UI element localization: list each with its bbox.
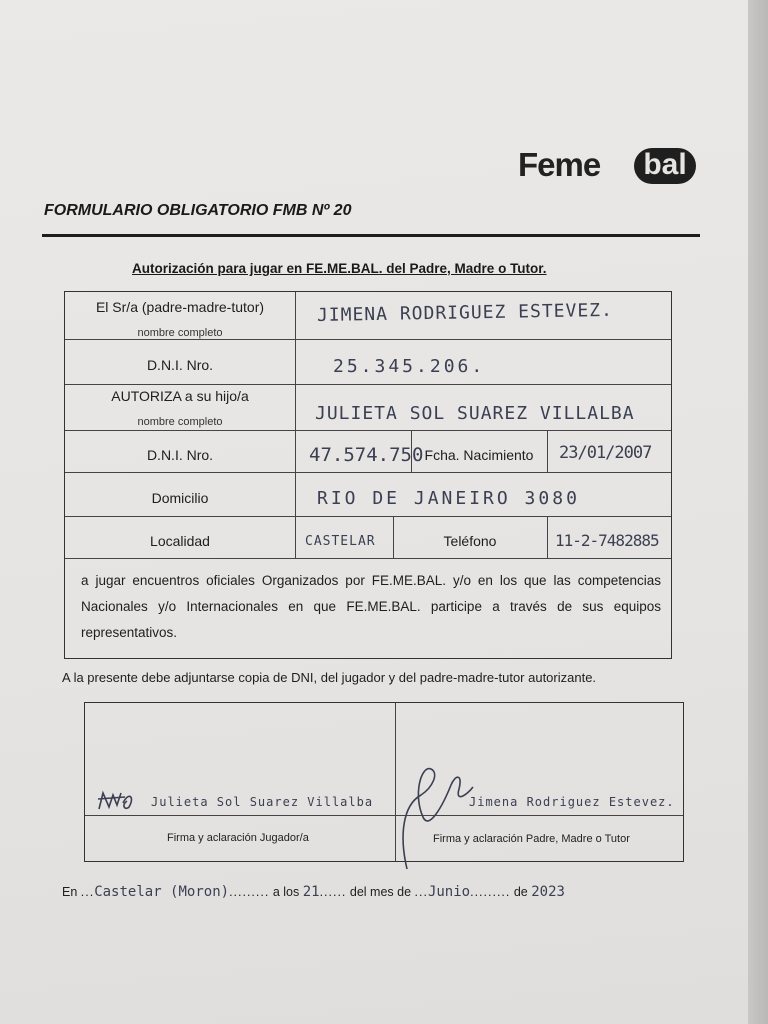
guardian-sublabel: nombre completo <box>137 327 223 339</box>
authorization-table <box>64 291 672 659</box>
footer-de-label: de <box>513 885 528 899</box>
authorization-paragraph: a jugar encuentros oficiales Organizados por FE.ME.BAL. y/o en los que las competencias Nacionales y/o Internacionales en que FE.ME.BAL. participe a través de sus equipos representativos. <box>81 573 661 640</box>
footer-en-label: En <box>62 885 78 899</box>
guardian-label: El Sr/a (padre-madre-tutor) <box>95 299 265 315</box>
authorizes-label: AUTORIZA a su hijo/a <box>111 388 249 404</box>
footer-mes-label: del mes de <box>349 885 412 899</box>
row-divider <box>65 430 671 431</box>
guardian-signature-caption: Firma y aclaración Padre, Madre o Tutor <box>433 833 630 845</box>
footer-month-value: Junio <box>427 884 471 900</box>
locality-value: CASTELAR <box>305 534 376 549</box>
guardian-name-value: JIMENA RODRIGUEZ ESTEVEZ. <box>316 299 614 326</box>
signature-table <box>84 702 684 862</box>
column-divider <box>547 516 548 558</box>
logo-boxed-text: bal <box>634 148 696 184</box>
place-date-line: En ...Castelar (Moron)......... a los 21...... del mes de ...Junio......... de 2023 <box>62 884 565 900</box>
locality-label: Localidad <box>150 533 210 549</box>
phone-label: Teléfono <box>443 533 497 549</box>
footer-day-value: 21 <box>302 884 320 900</box>
header-rule <box>42 234 700 237</box>
player-signature-name: Julieta Sol Suarez Villalba <box>151 795 374 809</box>
guardian-signature-scribble <box>393 765 483 875</box>
row-divider <box>65 472 671 473</box>
player-signature-scribble <box>95 787 139 815</box>
footer-year-value: 2023 <box>531 884 565 900</box>
player-signature-caption: Firma y aclaración Jugador/a <box>167 832 309 844</box>
child-dni-label: D.N.I. Nro. <box>146 447 214 463</box>
column-divider <box>295 292 296 558</box>
column-divider <box>547 430 548 472</box>
signature-row-divider <box>85 815 683 816</box>
birth-date-label: Fcha. Nacimiento <box>424 447 534 463</box>
logo-text: Feme <box>518 146 601 183</box>
child-name-value: JULIETA SOL SUAREZ VILLALBA <box>315 403 635 424</box>
guardian-signature-name: Jimena Rodriguez Estevez. <box>469 795 675 809</box>
address-label: Domicilio <box>151 490 209 506</box>
form-subtitle: Autorización para jugar en FE.ME.BAL. del Padre, Madre o Tutor. <box>132 261 547 276</box>
row-divider <box>65 516 671 517</box>
child-dni-value: 47.574.750 <box>309 444 424 466</box>
birth-date-value: 23/01/2007 <box>559 443 652 463</box>
footer-place-value: Castelar (Moron) <box>94 884 230 900</box>
phone-value: 11-2-7482885 <box>555 531 659 550</box>
address-value: RIO DE JANEIRO 3080 <box>317 488 580 509</box>
guardian-dni-value: 25.345.206. <box>333 356 486 377</box>
attachment-note: A la presente debe adjuntarse copia de DNI, del jugador y del padre-madre-tutor autorizante. <box>62 670 597 685</box>
row-divider <box>65 339 671 340</box>
row-divider <box>65 384 671 385</box>
guardian-dni-label: D.N.I. Nro. <box>146 357 214 373</box>
footer-a-los-label: a los <box>272 885 300 899</box>
child-sublabel: nombre completo <box>137 416 223 428</box>
form-code: FORMULARIO OBLIGATORIO FMB Nº 20 <box>44 202 352 219</box>
row-divider <box>65 558 671 559</box>
